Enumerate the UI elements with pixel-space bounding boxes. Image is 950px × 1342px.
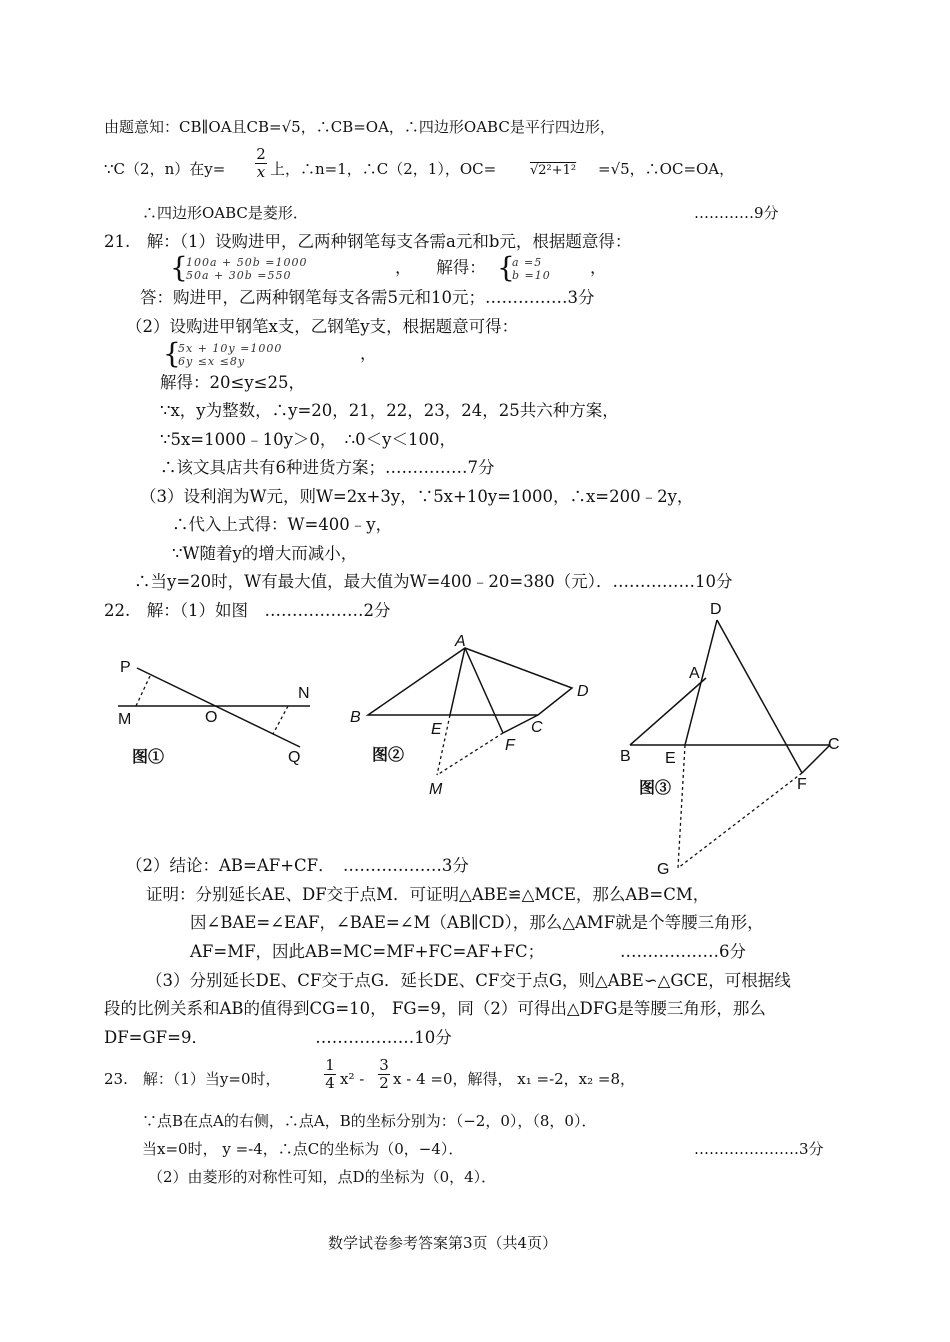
q21-substitute: ∴代入上式得：W=400﹣y，: [172, 515, 393, 534]
solution-1-end: ，: [590, 258, 607, 277]
line-2d: =√5，∴OC=OA，: [598, 160, 735, 178]
fig1-label-p: P: [120, 659, 131, 676]
fraction-2-over-x: [255, 146, 267, 181]
q21-part-2: （2）设购进甲钢笔x支，乙钢笔y支，根据题意可得：: [126, 317, 519, 336]
q22-heading: 22. 解：（1）如图 ………………2分: [104, 601, 391, 620]
q23-x2: x² -: [340, 1070, 365, 1088]
frac-den: x: [256, 163, 266, 181]
q21-part-3: （3）设利润为W元，则W=2x+3y，∵5x+10y=1000，∴x=200﹣2y，: [140, 487, 694, 506]
fig1-label-m: M: [118, 711, 132, 728]
solution-1-a: a =5: [512, 256, 543, 269]
fig1-label-o: O: [205, 709, 218, 726]
brace-1: {: [170, 251, 188, 284]
frac-num: 2: [256, 145, 266, 163]
q21-solve: 解得：20≤y≤25，: [160, 373, 305, 392]
q22-conclusion: （2）结论：AB=AF+CF． ………………3分: [126, 856, 469, 875]
fig2-label-a: A: [455, 633, 466, 650]
fig3-label-g: G: [657, 861, 670, 878]
page-footer: 数学试卷参考答案第3页（共4页）: [328, 1234, 558, 1252]
system-1-eq2: 50a + 30b =550: [186, 269, 292, 282]
q23-heading: 23. 解：（1）当y=0时，: [104, 1070, 281, 1088]
fig3-line-ba: [630, 678, 706, 745]
fig1-dash-left: [136, 676, 150, 706]
figure-1: [110, 650, 325, 770]
q23-points: ∵点B在点A的右侧，∴点A，B的坐标分别为：（−2，0），（8，0）．: [142, 1112, 597, 1130]
q21-integer: ∵x，y为整数，∴y=20，21，22，23，24，25共六种方案，: [160, 401, 619, 420]
fig3-label-f: F: [797, 776, 807, 793]
fraction-3-2: [378, 1057, 390, 1092]
fig3-line-de: [685, 620, 717, 745]
figure-3: [615, 598, 855, 883]
fig2-line-ae: [450, 648, 465, 715]
solution-1-b: b =10: [512, 269, 551, 282]
brace-3: {: [163, 337, 181, 370]
q23-point-c: 当x=0时， y =-4，∴点C的坐标为（0，−4）．: [142, 1140, 464, 1158]
line-3-score: …………9分: [694, 204, 779, 222]
q22-part-3-c: DF=GF=9． ………………10分: [104, 1028, 452, 1047]
system-1-eq1: 100a + 50b =1000: [186, 256, 308, 269]
system-2-eq2: 6y ≤x ≤8y: [178, 355, 246, 368]
q21-answer-1: 答：购进甲，乙两种钢笔每支各需5元和10元；……………3分: [140, 288, 595, 307]
fraction-1-4: [324, 1057, 336, 1092]
f2-num: 3: [379, 1056, 389, 1074]
q21-six-plans: ∴该文具店共有6种进货方案；……………7分: [160, 458, 495, 477]
fig2-label-m: M: [429, 781, 443, 798]
line-3: ∴四边形OABC是菱形．: [142, 204, 308, 222]
f1-num: 1: [325, 1056, 335, 1074]
q23-part-2: （2）由菱形的对称性可知，点D的坐标为（0，4）．: [148, 1168, 497, 1186]
fig1-line-pq: [137, 668, 300, 747]
fig1-caption: 图①: [132, 749, 165, 766]
system-2-end: ，: [360, 344, 377, 363]
brace-2: {: [497, 251, 515, 284]
fig3-label-c: C: [828, 736, 840, 753]
fig3-dash-eg: [678, 745, 685, 868]
q22-part-3-a: （3）分别延长DE、CF交于点G．延长DE、CF交于点G，则△ABE∽△GCE，可根据线: [146, 971, 791, 990]
system-2-eq1: 5x + 10y =1000: [178, 342, 283, 355]
line-2a: ∵C（2，n）在y=: [104, 160, 226, 178]
fig1-label-q: Q: [288, 749, 301, 766]
q22-proof-3-score: ………………6分: [620, 942, 746, 961]
fig2-caption: 图②: [372, 747, 405, 764]
fig3-label-b: B: [620, 748, 631, 765]
fig1-dash-right: [273, 706, 288, 734]
fig3-label-d: D: [710, 601, 722, 618]
q22-part-3-b: 段的比例关系和AB的值得到CG=10， FG=9，同（2）可得出△DFG是等腰三角形，那么: [104, 999, 766, 1018]
fig3-line-df: [717, 620, 802, 773]
fig1-label-n: N: [298, 685, 310, 702]
q22-proof-3: AF=MF，因此AB=MC=MF+FC=AF+FC；: [190, 942, 545, 961]
q22-proof-2: 因∠BAE=∠EAF，∠BAE=∠M（AB∥CD），那么△AMF就是个等腰三角形，: [190, 913, 764, 932]
line-2-sqrt: √2²+1²: [530, 163, 577, 178]
f1-den: 4: [325, 1074, 335, 1092]
q21-inequality: ∵5x=1000﹣10y＞0， ∴0＜y＜100，: [160, 430, 456, 449]
q21-decrease: ∵W随着y的增大而减小，: [172, 544, 358, 563]
fig3-dash-fg: [678, 773, 802, 868]
line-1: 由题意知：CB∥OA且CB=√5，∴CB=OA，∴四边形OABC是平行四边形，: [104, 118, 615, 136]
line-2b: 上，∴n=1，∴C（2，1），OC=: [270, 160, 497, 178]
fig3-line-cf: [802, 745, 830, 773]
fig2-label-f: F: [505, 737, 515, 754]
q21-max: ∴当y=20时，W有最大值，最大值为W=400﹣20=380（元）．……………10分: [134, 572, 733, 591]
fig3-caption: 图③: [639, 780, 672, 797]
fig3-label-a: A: [689, 665, 700, 682]
q22-proof-1: 证明：分别延长AE、DF交于点M．可证明△ABE≌△MCE，那么AB=CM，: [146, 885, 710, 904]
q23-rest: x - 4 =0，解得， x₁ =-2，x₂ =8，: [393, 1070, 636, 1088]
fig3-label-e: E: [665, 750, 676, 767]
fig2-label-e: E: [431, 721, 442, 738]
q23-point-c-score: …………………3分: [694, 1140, 824, 1158]
system-1-sep: ， 解得：: [395, 258, 486, 277]
fig2-dash-fm: [437, 733, 503, 775]
q21-heading: 21. 解：（1）设购进甲，乙两种钢笔每支各需a元和b元，根据题意得：: [104, 232, 632, 251]
figure-2: [345, 630, 605, 800]
fig2-label-c: C: [531, 719, 543, 736]
f2-den: 2: [379, 1074, 389, 1092]
fig2-label-b: B: [350, 709, 361, 726]
fig2-label-d: D: [577, 683, 589, 700]
